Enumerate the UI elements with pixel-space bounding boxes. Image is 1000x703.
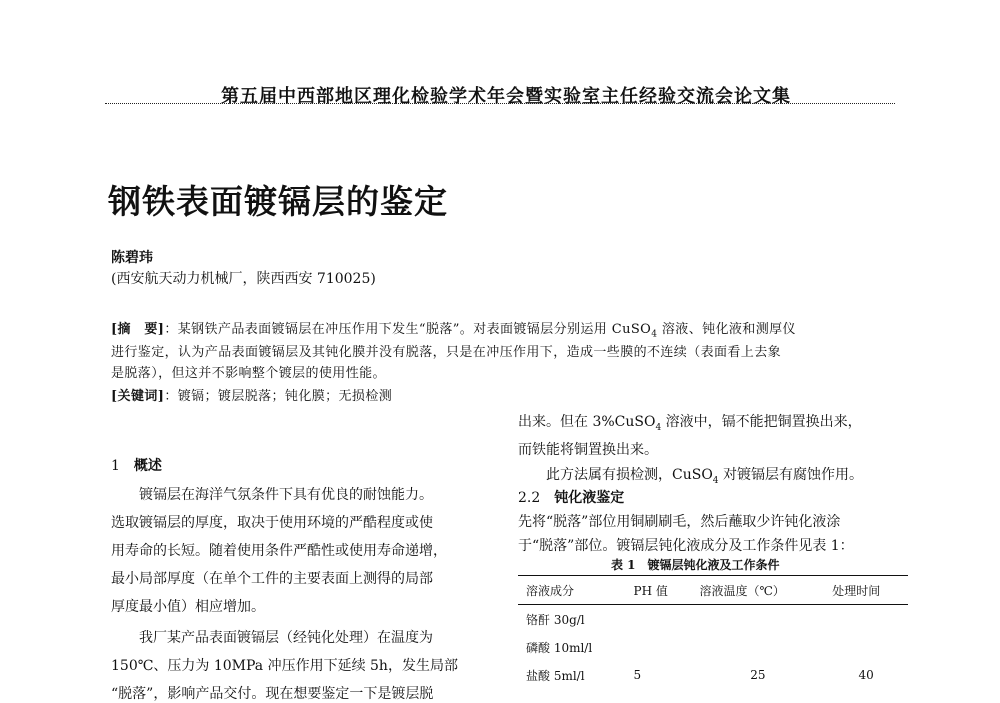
- keywords-label: [关键词]: [111, 389, 165, 404]
- data-table: [518, 575, 908, 689]
- table-cell: [626, 605, 692, 634]
- paragraph-line: 此方法属有损检测，CuSO$_4$ 对镀镉层有腐蚀作用。: [518, 467, 863, 486]
- author-affiliation: (西安航天动力机械厂，陕西西安 710025): [111, 271, 376, 287]
- abstract-text: 溶液、钝化液和测厚仪: [657, 322, 796, 337]
- paragraph-line: 先将“脱落”部位用铜刷刷毛，然后蘸取少许钝化液涂: [518, 514, 841, 530]
- table-cell: [626, 633, 692, 661]
- table-row: [518, 661, 908, 689]
- paragraph-line: 于“脱落”部位。镀镉层钝化液成分及工作条件见表 1：: [518, 538, 854, 554]
- paragraph-line: 而铁能将铜置换出来。: [518, 442, 658, 458]
- table-header-cell: PH 值: [626, 576, 692, 605]
- paragraph-line: “脱落”，影响产品交付。现在想要鉴定一下是镀层脱: [111, 686, 434, 702]
- paragraph-line: 用寿命的长短。随着使用条件严酷性或使用寿命递增，: [111, 543, 447, 559]
- table-cell: 铬酐 30g/l: [526, 612, 585, 627]
- table-row: [518, 605, 908, 634]
- table-header-cell: 处理时间: [824, 576, 908, 605]
- paragraph-line: 镀镉层在海洋气氛条件下具有优良的耐蚀能力。: [111, 487, 433, 503]
- section-title: 钝化液鉴定: [554, 490, 625, 506]
- abstract-line: [111, 318, 796, 340]
- paragraph-line: 我厂某产品表面镀镉层（经钝化处理）在温度为: [111, 630, 433, 646]
- paragraph-line: 厚度最小值）相应增加。: [111, 599, 265, 615]
- table-cell: [691, 633, 824, 661]
- table-cell: 5: [633, 668, 642, 682]
- paper-title: 钢铁表面镀镉层的鉴定: [108, 182, 448, 221]
- table-cell: [691, 605, 824, 634]
- table-cell: [824, 633, 908, 661]
- section-title: 概述: [133, 458, 162, 474]
- table-cell: 磷酸 10ml/l: [526, 640, 593, 655]
- abstract-line: 进行鉴定，认为产品表面镀镉层及其钝化膜并没有脱落，只是在冲压作用下，造成一些膜的不连续（表面看上去象: [111, 345, 782, 360]
- paragraph-line: 150℃、压力为 10MPa 冲压作用下延续 5h，发生局部: [111, 658, 458, 674]
- keywords-text: ：镀镉；镀层脱落；钝化膜；无损检测: [164, 389, 393, 404]
- table-cell: [824, 605, 908, 634]
- section-heading: [111, 455, 162, 475]
- subscript: 4: [651, 329, 658, 340]
- keywords-line: [111, 385, 392, 404]
- table-header-row: [518, 576, 908, 605]
- subscript: 4: [712, 475, 719, 486]
- abstract-label: [摘 要]: [111, 322, 165, 337]
- table-caption: 表 1 镀镉层钝化液及工作条件: [611, 558, 780, 572]
- table-header-cell: 溶液温度（℃）: [691, 576, 824, 605]
- header-rule: [105, 103, 895, 104]
- paragraph-line: 出来。但在 3%CuSO$_4$ 溶液中，镉不能把铜置换出来，: [518, 414, 862, 433]
- table-cell: 25: [750, 668, 766, 682]
- paragraph-line: 选取镀镉层的厚度，取决于使用环境的严酷程度或使: [111, 515, 433, 531]
- abstract-text: ：某钢铁产品表面镀镉层在冲压作用下发生“脱落”。对表面镀镉层分别运用 CuSO: [164, 322, 652, 337]
- section-number: 1: [111, 458, 120, 474]
- table-row: [518, 633, 908, 661]
- table-cell: 盐酸 5ml/l: [526, 668, 585, 683]
- table-cell: 40: [858, 668, 874, 682]
- running-header: 第五届中西部地区理化检验学术年会暨实验室主任经验交流会论文集: [221, 86, 791, 107]
- section-heading: [518, 487, 624, 507]
- subscript: 4: [655, 422, 662, 433]
- section-number: 2.2: [518, 490, 541, 506]
- paragraph-line: 最小局部厚度（在单个工件的主要表面上测得的局部: [111, 571, 433, 587]
- table-header-cell: 溶液成分: [518, 576, 626, 605]
- abstract-line: 是脱落），但这并不影响整个镀层的使用性能。: [111, 366, 386, 381]
- author-name: 陈碧玮: [111, 250, 153, 266]
